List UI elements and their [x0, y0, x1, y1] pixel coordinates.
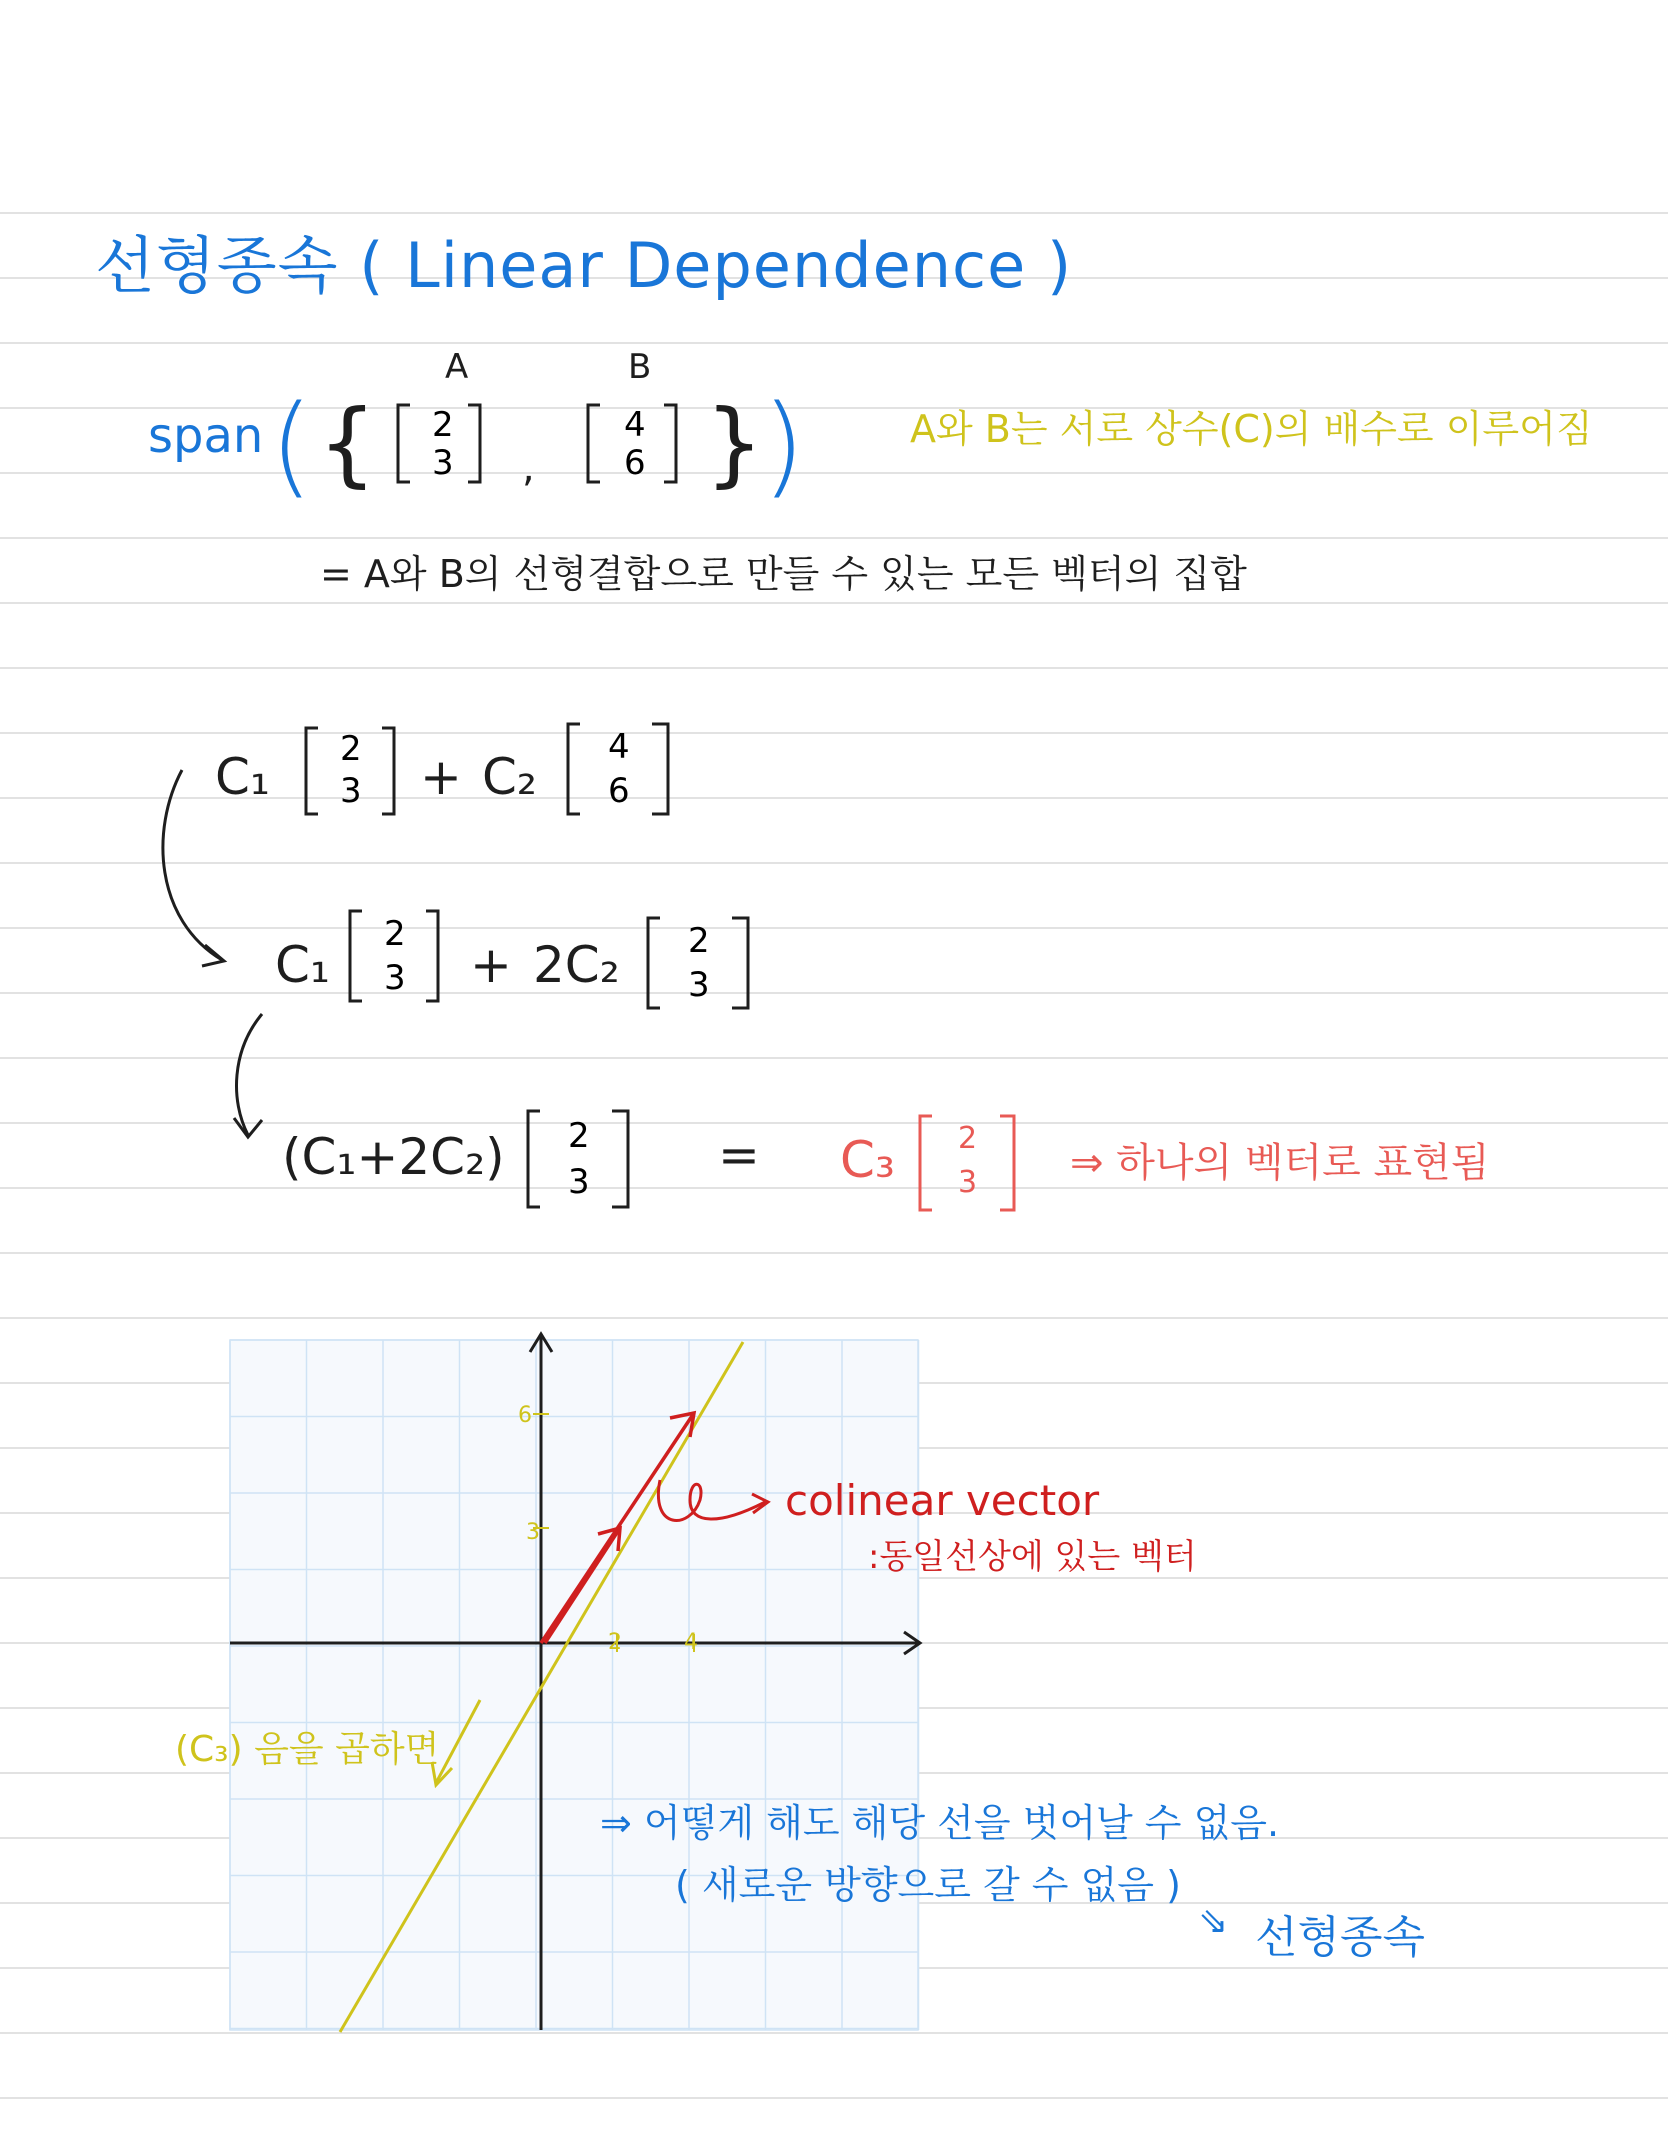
- conclusion-term: 선형종속: [1255, 1912, 1426, 1963]
- vector-y: 3: [958, 1165, 978, 1200]
- step2-c1: C₁: [275, 936, 330, 994]
- col-b-label: B: [628, 347, 652, 387]
- step1-c2: C₂: [482, 748, 537, 806]
- vector-x: 2: [958, 1121, 978, 1156]
- vector-x: 4: [608, 727, 630, 767]
- negative-note: (C₃) 음을 곱하면: [175, 1729, 440, 1770]
- vector-y: 3: [688, 965, 710, 1005]
- vector-y: 3: [340, 771, 362, 811]
- vector-b-y: 6: [624, 443, 646, 483]
- page-title: 선형종속 ( Linear Dependence ): [95, 229, 1073, 302]
- vector-y: 3: [384, 958, 406, 998]
- tick-x-2: 2: [608, 1630, 622, 1655]
- tick-x-4: 4: [684, 1630, 698, 1655]
- vector-b-x: 4: [624, 405, 646, 445]
- vector-x: 2: [340, 729, 362, 769]
- step3-c3: C₃: [840, 1131, 895, 1189]
- span-note: A와 B는 서로 상수(C)의 배수로 이루어짐: [910, 407, 1593, 451]
- curved-arrow-step1-icon: [163, 770, 222, 960]
- vector-a-x: 2: [432, 405, 454, 445]
- span-definition: = A와 B의 선형결합으로 만들 수 있는 모든 벡터의 집합: [320, 552, 1247, 596]
- tick-y-3: 3: [526, 1520, 540, 1545]
- span-label: span: [148, 408, 264, 464]
- set-open-brace: {: [318, 390, 377, 497]
- step3-equals: =: [718, 1126, 760, 1184]
- tick-y-6: 6: [518, 1403, 532, 1428]
- vector-y: 3: [568, 1162, 590, 1202]
- conclusion-arrow-icon: ⇘: [1198, 1901, 1229, 1942]
- result-note: ⇒ 하나의 벡터로 표현됨: [1070, 1140, 1490, 1186]
- colinear-desc: :동일선상에 있는 벡터: [868, 1537, 1197, 1577]
- vector-y: 6: [608, 771, 630, 811]
- vector-x: 2: [568, 1116, 590, 1156]
- vector-a-y: 3: [432, 443, 454, 483]
- step1-c1: C₁: [215, 748, 270, 806]
- step1-plus: +: [420, 748, 462, 806]
- span-close-paren: ): [762, 381, 805, 509]
- grid-background: [230, 1340, 918, 2030]
- comma: ,: [522, 445, 535, 491]
- step3-combined: (C₁+2C₂): [282, 1128, 505, 1186]
- curved-arrow-step2-icon: [236, 1014, 262, 1135]
- conclusion-line-2: ( 새로운 방향으로 갈 수 없음 ): [675, 1863, 1181, 1907]
- vector-x: 2: [688, 921, 710, 961]
- conclusion-line-1: ⇒ 어떻게 해도 해당 선을 벗어날 수 없음.: [600, 1801, 1280, 1845]
- colinear-label: colinear vector: [785, 1476, 1100, 1525]
- set-close-brace: }: [705, 390, 764, 497]
- step2-plus: +: [470, 936, 512, 994]
- step2-2c2: 2C₂: [533, 936, 620, 994]
- col-a-label: A: [445, 347, 469, 387]
- span-open-paren: (: [270, 381, 313, 509]
- vector-x: 2: [384, 914, 406, 954]
